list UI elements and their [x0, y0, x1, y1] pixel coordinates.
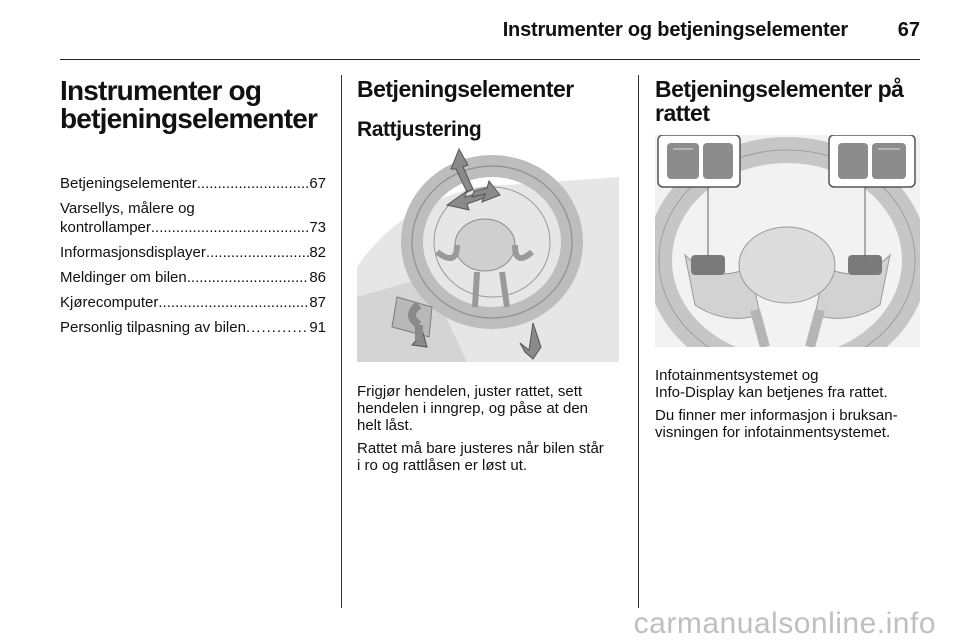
toc-item[interactable]: Kjørecomputer ..... 87 — [60, 293, 326, 312]
toc-item[interactable]: Betjeningselementer ..... 67 — [60, 174, 326, 193]
chapter-column — [60, 77, 326, 343]
paragraph: Du finner mer informasjon i bruksan- visningen for infotainmentsystemet. — [655, 407, 898, 441]
page-number: 67 — [897, 19, 920, 41]
toc-item[interactable]: Personlig tilpasning av bilen ..... 91 — [60, 318, 326, 337]
steering-adjustment-column — [357, 77, 625, 474]
table-of-contents — [60, 174, 326, 337]
paragraph: Frigjør hendelen, juster rattet, sett hendelen i inngrep, og påse at den helt låst. — [357, 383, 589, 434]
section-subtitle: Rattjustering — [357, 118, 482, 141]
page-header — [60, 0, 920, 60]
toc-item[interactable]: Meldinger om bilen ..... 86 — [60, 268, 326, 287]
chapter-title: Instrumenter og betjeningselementer — [60, 75, 318, 134]
paragraph: Infotainmentsystemet og Info-Display kan betjenes fra rattet. — [655, 367, 888, 401]
paragraph: Rattet må bare justeres når bilen står i ro og rattlåsen er løst ut. — [357, 440, 604, 474]
column-divider — [638, 75, 639, 608]
section-title: Betjeningselementer — [357, 76, 574, 102]
steering-wheel-controls-figure — [655, 135, 920, 347]
header-title: Instrumenter og betjeningselementer — [502, 19, 848, 41]
watermark: carmanualsonline.info — [633, 607, 936, 640]
steering-controls-column — [655, 77, 920, 441]
steering-adjustment-figure — [357, 147, 619, 362]
section-title: Betjeningselementer på rattet — [655, 76, 904, 126]
column-divider — [341, 75, 342, 608]
toc-item[interactable]: Informasjonsdisplayer ..... 82 — [60, 243, 326, 262]
toc-item[interactable]: Varsellys, målere og kontrollamper ..... 73 — [60, 199, 326, 237]
